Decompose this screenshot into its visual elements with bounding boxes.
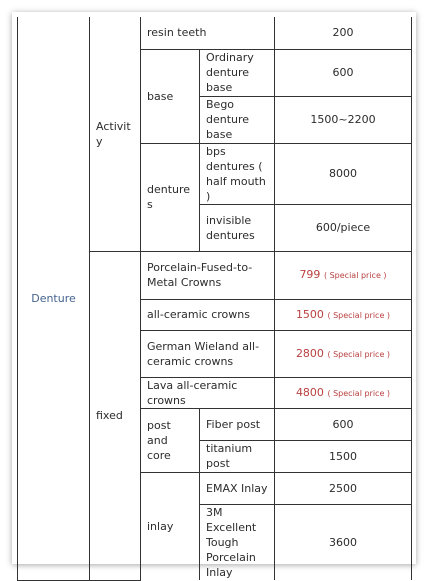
price-lava-crowns [275,377,412,408]
special-price-note: ( Special price ) [323,271,387,280]
special-price-note: ( Special price ) [327,349,391,359]
item-bps-dentures: bps dentures ( half mouth ) [200,143,275,204]
item-all-ceramic-crowns: all-ceramic crowns [141,299,275,330]
price-value: 1500 [295,307,324,321]
item-titanium-post: titanium post [200,440,275,472]
price-value: 4800 [295,385,324,399]
price-invisible-dentures: 600/piece [275,204,412,251]
price-resin-teeth: 200 [275,17,412,49]
price-3m-inlay: 3600 [275,504,412,580]
price-fiber-post: 600 [275,408,412,440]
special-price-note: ( Special price ) [327,388,391,398]
price-table-frame [12,12,416,579]
price-titanium-post: 1500 [275,440,412,472]
price-bego-denture-base: 1500~2200 [275,96,412,143]
special-price-note: ( Special price ) [327,310,391,320]
subgroup-dentures: dentures [141,143,200,251]
item-bego-denture-base: Bego denture base [200,96,275,143]
item-resin-teeth: resin teeth [141,17,275,49]
item-fiber-post: Fiber post [200,408,275,440]
item-invisible-dentures: invisible dentures [200,204,275,251]
price-value: 799 [299,268,321,281]
subgroup-inlay: inlay [141,472,200,580]
group-activity: Activity [90,17,141,251]
item-emax-inlay: EMAX Inlay [200,472,275,504]
table-row [18,17,412,49]
subgroup-base: base [141,49,200,143]
price-ordinary-denture-base: 600 [275,49,412,96]
item-ordinary-denture-base: Ordinary denture base [200,49,275,96]
item-wieland-crowns: German Wieland all-ceramic crowns [141,330,275,377]
item-3m-inlay: 3M Excellent Tough Porcelain Inlay [200,504,275,580]
price-value: 2800 [295,346,324,360]
category-denture: Denture [18,17,90,580]
denture-price-table [17,17,412,581]
item-pfm-crowns: Porcelain-Fused-to-Metal Crowns [141,251,275,299]
item-lava-crowns: Lava all-ceramic crowns [141,377,275,408]
group-fixed: fixed [90,251,141,580]
price-all-ceramic-crowns [275,299,412,330]
price-wieland-crowns [275,330,412,377]
subgroup-post-and-core: post and core [141,408,200,472]
price-bps-dentures: 8000 [275,143,412,204]
price-pfm-crowns [275,251,412,299]
price-emax-inlay: 2500 [275,472,412,504]
